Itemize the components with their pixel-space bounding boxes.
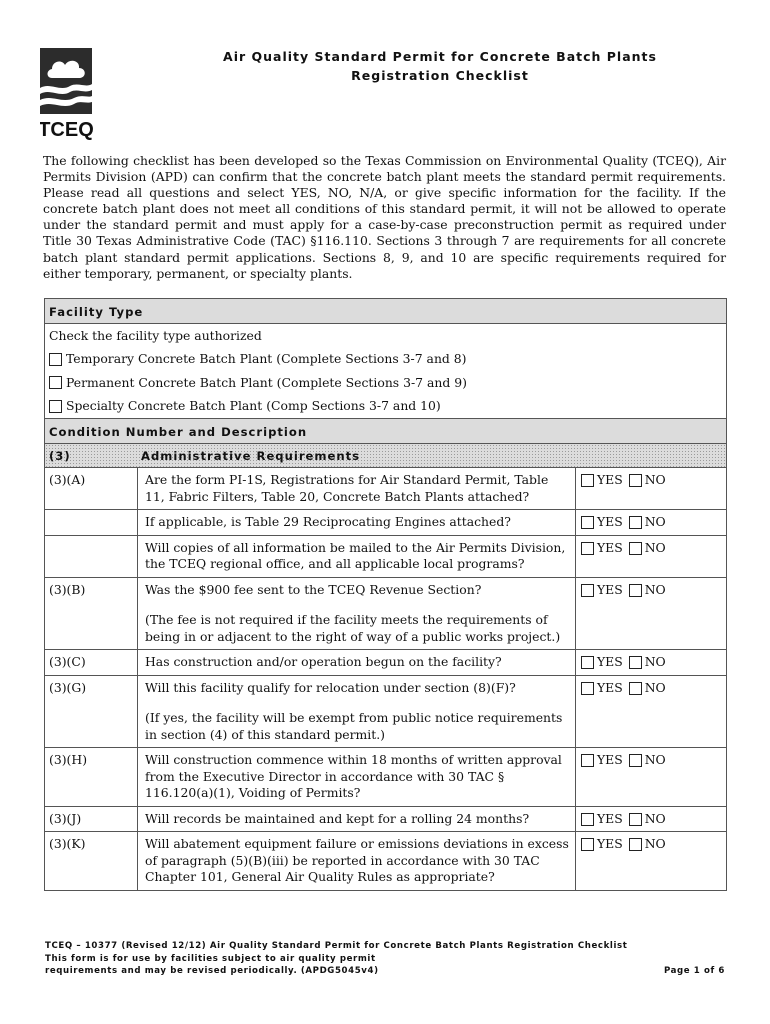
- option-label: Permanent Concrete Batch Plant (Complete Sections 3-7 and 9): [66, 374, 467, 390]
- yes-checkbox[interactable]: [581, 682, 594, 695]
- no-label: NO: [644, 810, 666, 826]
- checkbox[interactable]: [49, 376, 62, 389]
- condition-description: [138, 676, 576, 748]
- section-header: [45, 443, 726, 468]
- condition-question: Will construction commence within 18 months of written approval from the Executive Director in accordance with 30 TAC § 116.120(a)(1), Voiding of Permits?: [145, 752, 562, 800]
- no-checkbox[interactable]: [629, 474, 642, 487]
- option-label: Specialty Concrete Batch Plant (Comp Sections 3-7 and 10): [66, 398, 441, 414]
- condition-description: [138, 578, 576, 650]
- title-line-2: Registration Checklist: [351, 68, 529, 83]
- condition-code: (3)(C): [45, 650, 138, 675]
- condition-row: [45, 536, 726, 578]
- yes-no-answer: [576, 468, 726, 509]
- checkbox[interactable]: [49, 353, 62, 366]
- no-label: NO: [644, 752, 666, 767]
- condition-row: [45, 650, 726, 676]
- checklist-form: [44, 298, 727, 891]
- facility-instruction: Check the facility type authorized: [49, 328, 262, 343]
- yes-no-answer: [576, 536, 726, 577]
- condition-heading: Condition Number and Description: [45, 419, 726, 443]
- condition-description: [138, 748, 576, 806]
- no-checkbox[interactable]: [629, 754, 642, 767]
- condition-note: (If yes, the facility will be exempt from public notice requirements in section (4) of this standard permit.): [145, 710, 563, 742]
- yes-no-answer: [576, 510, 726, 535]
- no-checkbox[interactable]: [629, 838, 642, 851]
- page-number: Page 1 of 6: [663, 966, 725, 976]
- svg-text:TCEQ: TCEQ: [40, 119, 94, 140]
- title-line-1: Air Quality Standard Permit for Concrete Batch Plants: [223, 49, 657, 64]
- yes-label: YES: [597, 752, 623, 767]
- section-title: Administrative Requirements: [141, 448, 361, 463]
- yes-label: YES: [597, 581, 623, 597]
- condition-question: Will abatement equipment failure or emissions deviations in excess of paragraph (5)(B)(iii) be reported in accordance with 30 TAC Chapter 101, General Air Quality Rules as appropriate?: [145, 836, 569, 884]
- option-label: Temporary Concrete Batch Plant (Complete Sections 3-7 and 8): [66, 351, 467, 367]
- condition-code: (3)(A): [45, 468, 138, 509]
- condition-code: (3)(G): [45, 676, 138, 748]
- condition-question: Will records be maintained and kept for a rolling 24 months?: [145, 810, 530, 826]
- no-checkbox[interactable]: [629, 682, 642, 695]
- yes-label: YES: [597, 514, 623, 529]
- yes-label: YES: [597, 472, 623, 487]
- condition-question: Was the $900 fee sent to the TCEQ Revenue Section?: [145, 581, 482, 597]
- tceq-logo-icon: [40, 48, 94, 140]
- condition-row: [45, 807, 726, 833]
- yes-no-answer: [576, 748, 726, 806]
- condition-row: [45, 832, 726, 890]
- no-label: NO: [644, 836, 666, 851]
- no-label: NO: [644, 539, 666, 555]
- yes-no-answer: [576, 807, 726, 832]
- yes-label: YES: [597, 836, 623, 851]
- facility-option-temporary[interactable]: [45, 348, 726, 372]
- footer-line-2: This form is for use by facilities subject to air quality permit: [45, 953, 376, 964]
- footer-line-1: TCEQ – 10377 (Revised 12/12) Air Quality Standard Permit for Concrete Batch Plants Registration Checklist: [45, 941, 628, 951]
- yes-no-answer: [576, 578, 726, 650]
- yes-no-answer: [576, 676, 726, 748]
- tceq-logo: [40, 48, 94, 140]
- footer-line-3: requirements and may be revised periodically. (APDG5045v4): [45, 966, 379, 976]
- yes-label: YES: [597, 810, 623, 826]
- yes-checkbox[interactable]: [581, 474, 594, 487]
- condition-question: Will this facility qualify for relocation under section (8)(F)?: [145, 679, 516, 695]
- condition-note: (The fee is not required if the facility meets the requirements of being in or adjacent to the right of way of a public works project.): [145, 612, 561, 644]
- condition-description: [138, 510, 576, 535]
- checkbox[interactable]: [49, 400, 62, 413]
- page-footer: [45, 940, 725, 978]
- condition-row: [45, 578, 726, 651]
- no-checkbox[interactable]: [629, 584, 642, 597]
- facility-option-permanent[interactable]: [45, 371, 726, 395]
- yes-no-answer: [576, 650, 726, 675]
- no-checkbox[interactable]: [629, 656, 642, 669]
- condition-code: [45, 536, 138, 577]
- condition-code: [45, 510, 138, 535]
- no-label: NO: [644, 514, 666, 529]
- intro-paragraph: The following checklist has been developed so the Texas Commission on Environmental Quality (TCEQ), Air Permits Division (APD) can confirm that the concrete batch plant meets the standard permit requirements. Please read all questions and select YES, NO, N/A, or give specific information for the facility. If the concrete batch plant does not meet all conditions of this standard permit, it will not be allowed to operate under the standard permit and must apply for a case-by-case preconstruction permit as required under Title 30 Texas Administrative Code (TAC) §116.110. Sections 3 through 7 are requirements for all concrete batch plant standard permit applications. Sections 8, 9, and 10 are specific requirements required for either temporary, permanent, or specialty plants.: [43, 153, 726, 281]
- no-checkbox[interactable]: [629, 813, 642, 826]
- facility-option-specialty[interactable]: [45, 395, 726, 420]
- yes-checkbox[interactable]: [581, 656, 594, 669]
- yes-checkbox[interactable]: [581, 516, 594, 529]
- condition-question: Has construction and/or operation begun on the facility?: [145, 654, 502, 669]
- yes-checkbox[interactable]: [581, 813, 594, 826]
- yes-label: YES: [597, 679, 623, 695]
- no-label: NO: [644, 581, 666, 597]
- page-title: [150, 47, 730, 85]
- condition-code: (3)(H): [45, 748, 138, 806]
- condition-description: [138, 832, 576, 890]
- facility-type-heading: Facility Type: [45, 299, 726, 324]
- yes-checkbox[interactable]: [581, 584, 594, 597]
- no-checkbox[interactable]: [629, 516, 642, 529]
- condition-description: [138, 650, 576, 675]
- condition-code: (3)(K): [45, 832, 138, 890]
- condition-row: [45, 748, 726, 807]
- condition-rows: [45, 468, 726, 890]
- yes-label: YES: [597, 539, 623, 555]
- yes-no-answer: [576, 832, 726, 890]
- condition-code: (3)(B): [45, 578, 138, 650]
- no-checkbox[interactable]: [629, 542, 642, 555]
- condition-question: Are the form PI-1S, Registrations for Air Standard Permit, Table 11, Fabric Filters, Table 20, Concrete Batch Plants attached?: [145, 472, 549, 504]
- yes-checkbox[interactable]: [581, 754, 594, 767]
- no-label: NO: [644, 472, 666, 487]
- condition-question: Will copies of all information be mailed to the Air Permits Division, the TCEQ regional office, and all applicable local programs?: [145, 539, 566, 571]
- condition-code: (3)(J): [45, 807, 138, 832]
- yes-label: YES: [597, 654, 623, 669]
- condition-question: If applicable, is Table 29 Reciprocating Engines attached?: [145, 514, 511, 529]
- condition-row: [45, 510, 726, 536]
- section-number: (3): [49, 448, 71, 463]
- condition-description: [138, 536, 576, 577]
- condition-description: [138, 807, 576, 832]
- yes-checkbox[interactable]: [581, 838, 594, 851]
- condition-row: [45, 676, 726, 749]
- condition-row: [45, 468, 726, 510]
- no-label: NO: [644, 654, 666, 669]
- no-label: NO: [644, 679, 666, 695]
- condition-description: [138, 468, 576, 509]
- yes-checkbox[interactable]: [581, 542, 594, 555]
